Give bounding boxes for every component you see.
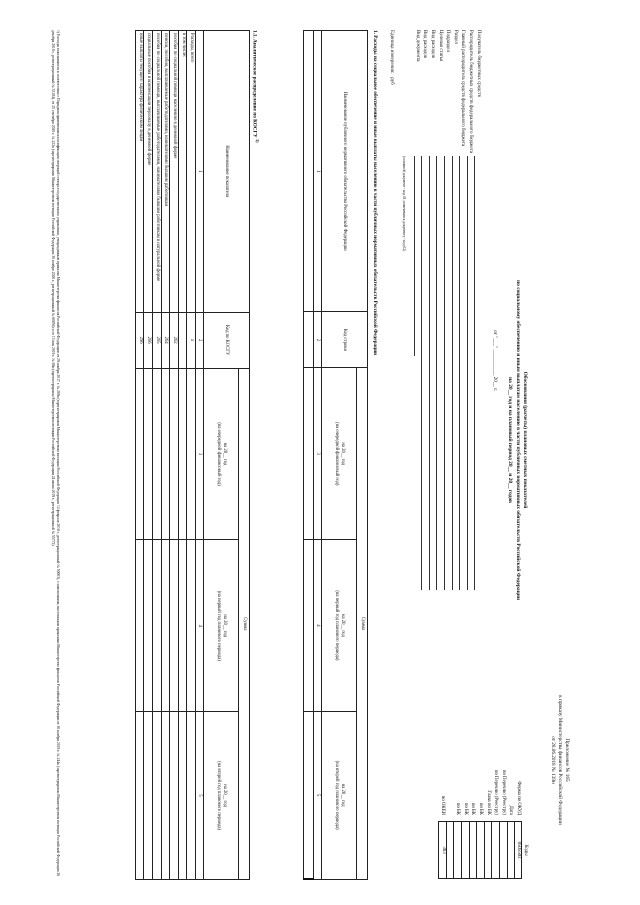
codes-value (507, 821, 515, 879)
cell[interactable] (304, 368, 314, 540)
codes-row (499, 679, 507, 879)
year-sub: (на первый год планового периода) (216, 590, 221, 661)
year-sub: (на второй год планового периода) (216, 761, 221, 831)
cell[interactable] (144, 368, 153, 540)
year-label: на 20__ год (221, 614, 227, 638)
field-recipient (474, 30, 482, 590)
table-row (170, 31, 179, 880)
unit-value: руб (389, 77, 394, 85)
codes-value (469, 821, 477, 879)
codes-row (461, 679, 469, 879)
codes-block (438, 679, 528, 879)
unit-label: Единица измерения: (389, 30, 394, 74)
codes-value (446, 821, 454, 879)
cell[interactable] (187, 712, 196, 880)
codes-label: по Перечню (Реестру) (493, 769, 499, 815)
cell[interactable] (170, 540, 179, 712)
row-name: в том числе: (178, 31, 187, 313)
col-num: 5 (314, 711, 322, 879)
codes-value (499, 821, 507, 879)
cell[interactable] (144, 540, 153, 712)
col-header-code: Код строки (322, 312, 368, 368)
year-label: на 20__ год (221, 784, 227, 807)
title-line-3: на 20__ год и на плановый период 20__ и 20__ годов (507, 377, 514, 503)
codes-label: Дата (508, 805, 514, 815)
col-header-name: Наименование показателя (204, 31, 250, 313)
field-target-article (436, 30, 444, 590)
table-row (178, 31, 187, 880)
col-header-year-2 (204, 540, 239, 712)
field-label: Вид расходов (422, 30, 428, 59)
cell[interactable] (178, 712, 187, 880)
col-num: 5 (196, 712, 204, 880)
year-sub: (на очередной финансовый год) (334, 422, 339, 486)
table-row (304, 31, 314, 880)
table-kosgu (135, 30, 250, 880)
row-name: иные выплаты текущего характера физическим лицам (135, 31, 144, 313)
cell[interactable] (153, 540, 162, 712)
row-code: x (187, 312, 196, 368)
codes-row (507, 679, 515, 879)
table-row (187, 31, 196, 880)
table-row (144, 31, 153, 880)
appendix-number: Приложение № 165 (564, 738, 570, 782)
doc-type-note: (основной документ - код 01; изменения к документу - код 02) (402, 156, 406, 252)
table-column-numbers (196, 31, 204, 880)
codes-row (469, 679, 477, 879)
row-name: пособия по социальной помощи населению в денежной форме (170, 31, 179, 313)
field-label: Распорядитель бюджетных средств федерального бюджета (467, 30, 473, 153)
col-header-year-3 (322, 711, 357, 879)
codes-row (453, 679, 461, 879)
row-name: социальные пособия и компенсации персоналу в денежной форме (144, 31, 153, 313)
col-num: 2 (196, 312, 204, 368)
cell[interactable] (187, 540, 196, 712)
year-label: на 20__ год (339, 442, 345, 466)
cell[interactable] (135, 540, 144, 712)
section-1-1-text: 1.1. Аналитическое распределение по КОСГУ (251, 30, 258, 138)
cell[interactable] (135, 712, 144, 880)
codes-value (453, 821, 461, 879)
year-label: на 20__ год (221, 442, 227, 466)
col-num: 3 (314, 368, 322, 540)
col-num: 3 (196, 368, 204, 540)
col-num: 1 (196, 31, 204, 313)
field-expense-type (429, 30, 437, 590)
col-header-sum: Сумма (357, 368, 368, 879)
appendix-order: к приказу Министерства финансов Российской Федерации (556, 695, 563, 825)
field-label: Целевая статья (437, 30, 443, 62)
cell[interactable] (144, 712, 153, 880)
codes-value (491, 821, 499, 879)
title-line-1: Обоснования (расчеты) плановых сметных показателей (522, 371, 528, 509)
document-date: от "___" __________ 20__ г. (492, 330, 498, 392)
field-value-line[interactable] (452, 156, 458, 590)
codes-value (461, 821, 469, 879)
codes-header: Коды (523, 844, 528, 856)
codes-value: 0505503 (514, 821, 522, 879)
field-manager (467, 30, 475, 590)
codes-label: по БК (470, 802, 476, 815)
codes-value (476, 821, 484, 879)
codes-value (484, 821, 492, 879)
codes-label: Глава по БК (485, 790, 491, 815)
footnote-marker: 1) (255, 138, 260, 143)
codes-row (446, 679, 454, 879)
cell[interactable] (170, 368, 179, 540)
cell[interactable] (304, 312, 314, 368)
field-label: Вид расходов (429, 30, 435, 59)
field-label: Вид документа (414, 30, 420, 62)
codes-label: по БК (462, 802, 468, 815)
codes-row (438, 679, 446, 879)
codes-label: по БК (455, 802, 461, 815)
year-label: на 20__ год (339, 614, 345, 637)
col-num: 4 (314, 540, 322, 712)
col-num: 4 (196, 540, 204, 712)
cell[interactable] (304, 31, 314, 312)
row-code (178, 312, 187, 368)
codes-row (491, 679, 499, 879)
codes-value: 383 (438, 821, 446, 879)
field-chief-manager (459, 30, 467, 590)
field-value-line[interactable] (421, 156, 427, 590)
row-code: 296 (135, 312, 144, 368)
field-subsection (444, 30, 452, 590)
cell[interactable] (304, 711, 314, 879)
table-row (161, 31, 170, 880)
row-name: пенсии, пособия, выплачиваемые работодателями, нанимателями бывшим работникам (161, 31, 170, 313)
cell[interactable] (153, 712, 162, 880)
field-label: Главный распорядитель средств федерального бюджета (460, 30, 466, 147)
codes-label: по БК (477, 802, 483, 815)
field-value-line[interactable] (459, 156, 465, 590)
col-header-year-2 (322, 540, 357, 712)
table-column-numbers (314, 31, 322, 880)
title-line-2: по социальному обеспечению и иным выплатам населению в части публичных нормативных обязательств Российской Федерации (514, 280, 521, 600)
col-num: 2 (314, 312, 322, 368)
unit-of-measure (388, 30, 394, 85)
table-row (153, 31, 162, 880)
year-sub: (на первый год планового периода) (334, 590, 339, 661)
row-code: 265 (153, 312, 162, 368)
footnote: 1) Расходы показываются в соответствии с Порядком применения классификации операций сектора государственного управления, утвержденным приказом Министерства финансов Российской Федерации от 29 ноября 2017 г. № 209н (зарегистрирован Министерством юстиции Российской Федерации 12 февраля 2018 г., регистрационный № 50003), с изменениями, внесенными приказами Министерства финансов Российской Федерации от 30 ноября 2018 г. № 244н (зарегистрирован Министерством юстиции Российской Федерации 26 декабря 2018 г., регистрационный № 53184), от 25 сентября 2020 г. № 222н (зарегистрирован Министерством юстиции Российской Федерации 30 ноября 2020 г., регистрационный № 60856) и от 13 мая 2019 г. № 69н (зарегистрирован Министерством юстиции Российской Федерации 24 июня 2019 г., регистрационный № 55772). (51, 30, 60, 877)
section-1-title: 1. Расходы на социальное обеспечение и иные выплаты населению в части публичных нормативных обязательств Российской Федерации (372, 30, 378, 356)
col-header-year-3 (204, 712, 239, 880)
cell[interactable] (135, 368, 144, 540)
cell[interactable] (161, 712, 170, 880)
table-header-row (357, 31, 368, 880)
codes-label: Форма по ОКУД (515, 781, 521, 815)
cell[interactable] (161, 368, 170, 540)
col-header-code: Код по КОСГУ (204, 312, 250, 368)
row-name: Расходы, всего (187, 31, 196, 313)
row-name: пособия по социальной помощи, выплачиваемые работодателями, нанимателями бывшим работникам в натуральной форме (153, 31, 162, 313)
field-doc-type (414, 30, 422, 590)
field-label: Раздел (452, 30, 458, 44)
field-label: Получатель бюджетных средств (475, 30, 481, 97)
col-header-year-1 (204, 368, 239, 540)
codes-row (476, 679, 484, 879)
codes-row (514, 679, 522, 879)
row-code: 266 (144, 312, 153, 368)
cell[interactable] (178, 368, 187, 540)
cell[interactable] (178, 540, 187, 712)
field-value-line[interactable] (467, 156, 473, 590)
document-title (506, 200, 528, 680)
field-expense-type-2 (421, 30, 429, 590)
table-row (135, 31, 144, 880)
field-value-line[interactable] (474, 156, 480, 590)
codes-label: по ОКЕИ (440, 795, 446, 815)
col-header-name: Наименование публичного нормативного обязательства Российской Федерации (322, 31, 368, 312)
table-header-row (239, 31, 250, 880)
table-obligations (303, 30, 368, 880)
appendix-date: от 28.06.2018 № 139н (549, 736, 556, 784)
cell[interactable] (187, 368, 196, 540)
col-header-sum: Сумма (239, 368, 250, 879)
cell[interactable] (161, 540, 170, 712)
cell[interactable] (170, 712, 179, 880)
row-code: 264 (161, 312, 170, 368)
field-label: Подраздел (445, 30, 451, 52)
codes-label: по Перечню (Реестру) (500, 769, 506, 815)
codes-row (484, 679, 492, 879)
col-num: 1 (314, 31, 322, 312)
appendix-header (549, 665, 570, 855)
year-sub: (на второй год планового периода) (334, 760, 339, 830)
cell[interactable] (304, 540, 314, 712)
section-1-1-title (251, 30, 260, 143)
field-section (452, 30, 460, 590)
field-value-line[interactable] (436, 156, 442, 590)
cell[interactable] (153, 368, 162, 540)
row-code: 262 (170, 312, 179, 368)
field-value-line[interactable] (414, 156, 420, 356)
col-header-year-1 (322, 368, 357, 540)
field-value-line[interactable] (429, 156, 435, 590)
year-label: на 20__ год (339, 783, 345, 807)
requisites-fields (414, 30, 482, 590)
year-sub: (на очередной финансовый год) (216, 422, 221, 486)
field-value-line[interactable] (444, 156, 450, 590)
